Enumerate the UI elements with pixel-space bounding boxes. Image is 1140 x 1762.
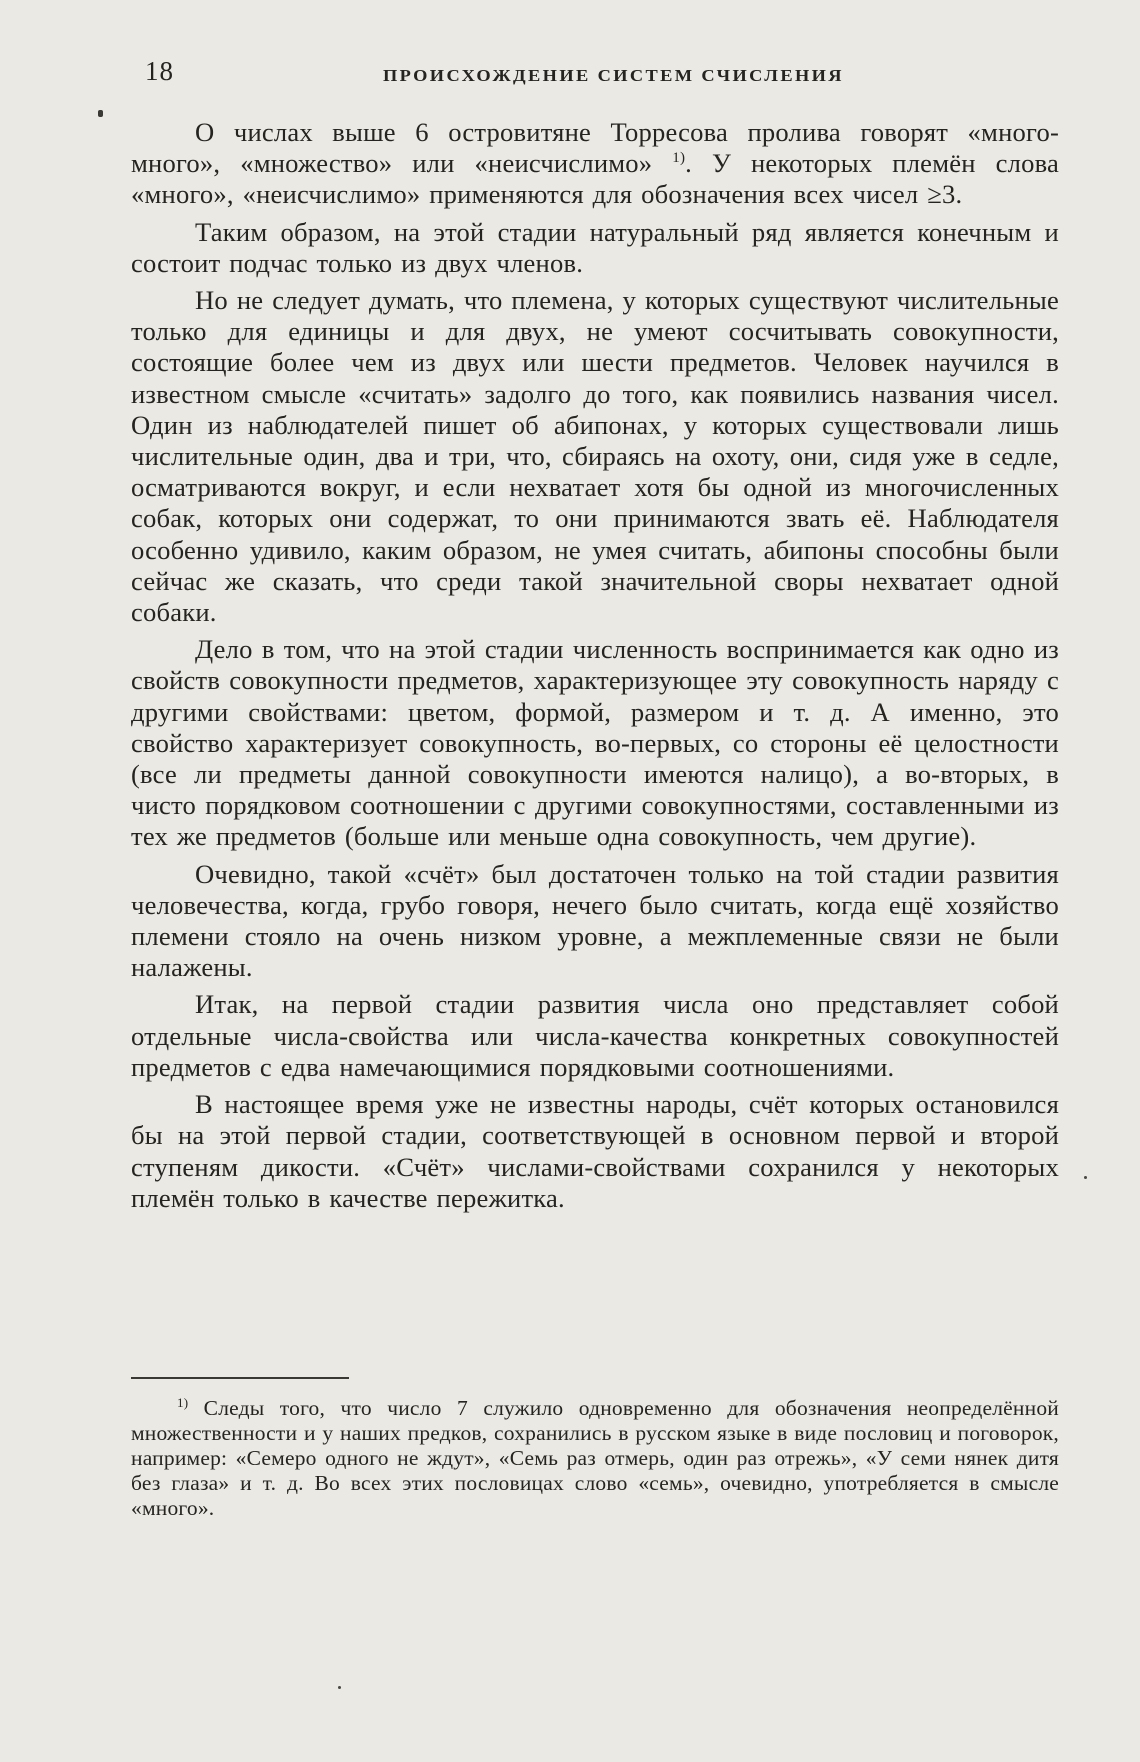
paragraph-1	[131, 117, 1059, 211]
paragraph-4: Дело в том, что на этой стадии численность воспринимается как одно из свойств совокупности предметов, характеризующее эту совокупность наряду с другими свойствами: цветом, формой, размером и т. д. А именно, это свойство характеризует совокупность, во-первых, со стороны её целостности (все ли предметы данной совокупности имеются налицо), а во-вторых, в чисто порядковом соотношении с другими совокупностями, составленными из тех же предметов (больше или меньше одна совокупность, чем другие).	[131, 634, 1059, 852]
paragraph-7: В настоящее время уже не известны народы, счёт которых остановился бы на этой первой стадии, соответствующей в основном первой и второй ступеням дикости. «Счёт» числами-свойствами сохранился у некоторых племён только в качестве пережитка.	[131, 1089, 1059, 1213]
paragraph-6: Итак, на первой стадии развития числа оно представляет собой отдельные числа-свойства или числа-качества конкретных совокупностей предметов с едва намечающимися порядковыми соотношениями.	[131, 989, 1059, 1082]
paragraph-5: Очевидно, такой «счёт» был достаточен только на той стадии развития человечества, когда, грубо говоря, нечего было считать, когда ещё хозяйство племени стояло на очень низком уровне, а межплеменные связи не были налажены.	[131, 858, 1059, 983]
footnote-reference: 1)	[672, 150, 686, 167]
main-text	[131, 117, 1059, 1220]
ink-speck-mark	[98, 110, 103, 117]
footnote-marker: 1)	[177, 1394, 189, 1410]
footnote-text: Следы того, что число 7 служило одновременно для обозначения неопределённой множественности и у наших предков, сохранились в русском языке в виде пословиц и поговорок, например: «Семеро одного не ждут», «Семь раз отмерь, один раз отрежь», «У семи нянек дитя без глаза» и т. д. Во всех этих пословицах слово «семь», очевидно, употребляется в смысле «много».	[131, 1396, 1059, 1520]
paragraph-1-text-before: О числах выше 6 островитяне Торресова пролива говорят «много-много», «множество» или «неисчислимо»	[131, 117, 1059, 179]
paragraph-3: Но не следует думать, что племена, у которых существуют числительные только для единицы и для двух, не умеют сосчитывать совокупности, состоящие более чем из двух или шести предметов. Человек научился в известном смысле «считать» задолго до того, как появились названия чисел. Один из наблюдателей пишет об абипонах, у которых существовали лишь числительные один, два и три, что, сбираясь на охоту, они, сидя уже в седле, осматриваются вокруг, и если нехватает хотя бы одной из многочисленных собак, которых они содержат, то они принимаются звать её. Наблюдателя особенно удивило, каким образом, не умея считать, абипоны способны были сейчас же сказать, что среди такой значительной своры нехватает одной собаки.	[131, 285, 1059, 628]
footnote	[131, 1396, 1059, 1521]
ink-speck	[338, 1686, 341, 1689]
footnote-divider	[131, 1377, 349, 1379]
ink-speck	[1084, 1176, 1087, 1179]
page-number: 18	[145, 56, 174, 86]
paragraph-2: Таким образом, на этой стадии натуральный ряд является конечным и состоит подчас только из двух членов.	[131, 216, 1059, 278]
paragraph-1-text-after: . У некоторых племён слова «много», «неисчислимо» применяются для обозначения всех чисел ≥3.	[131, 148, 1059, 210]
running-title: ПРОИСХОЖДЕНИЕ СИСТЕМ СЧИСЛЕНИЯ	[383, 66, 844, 85]
